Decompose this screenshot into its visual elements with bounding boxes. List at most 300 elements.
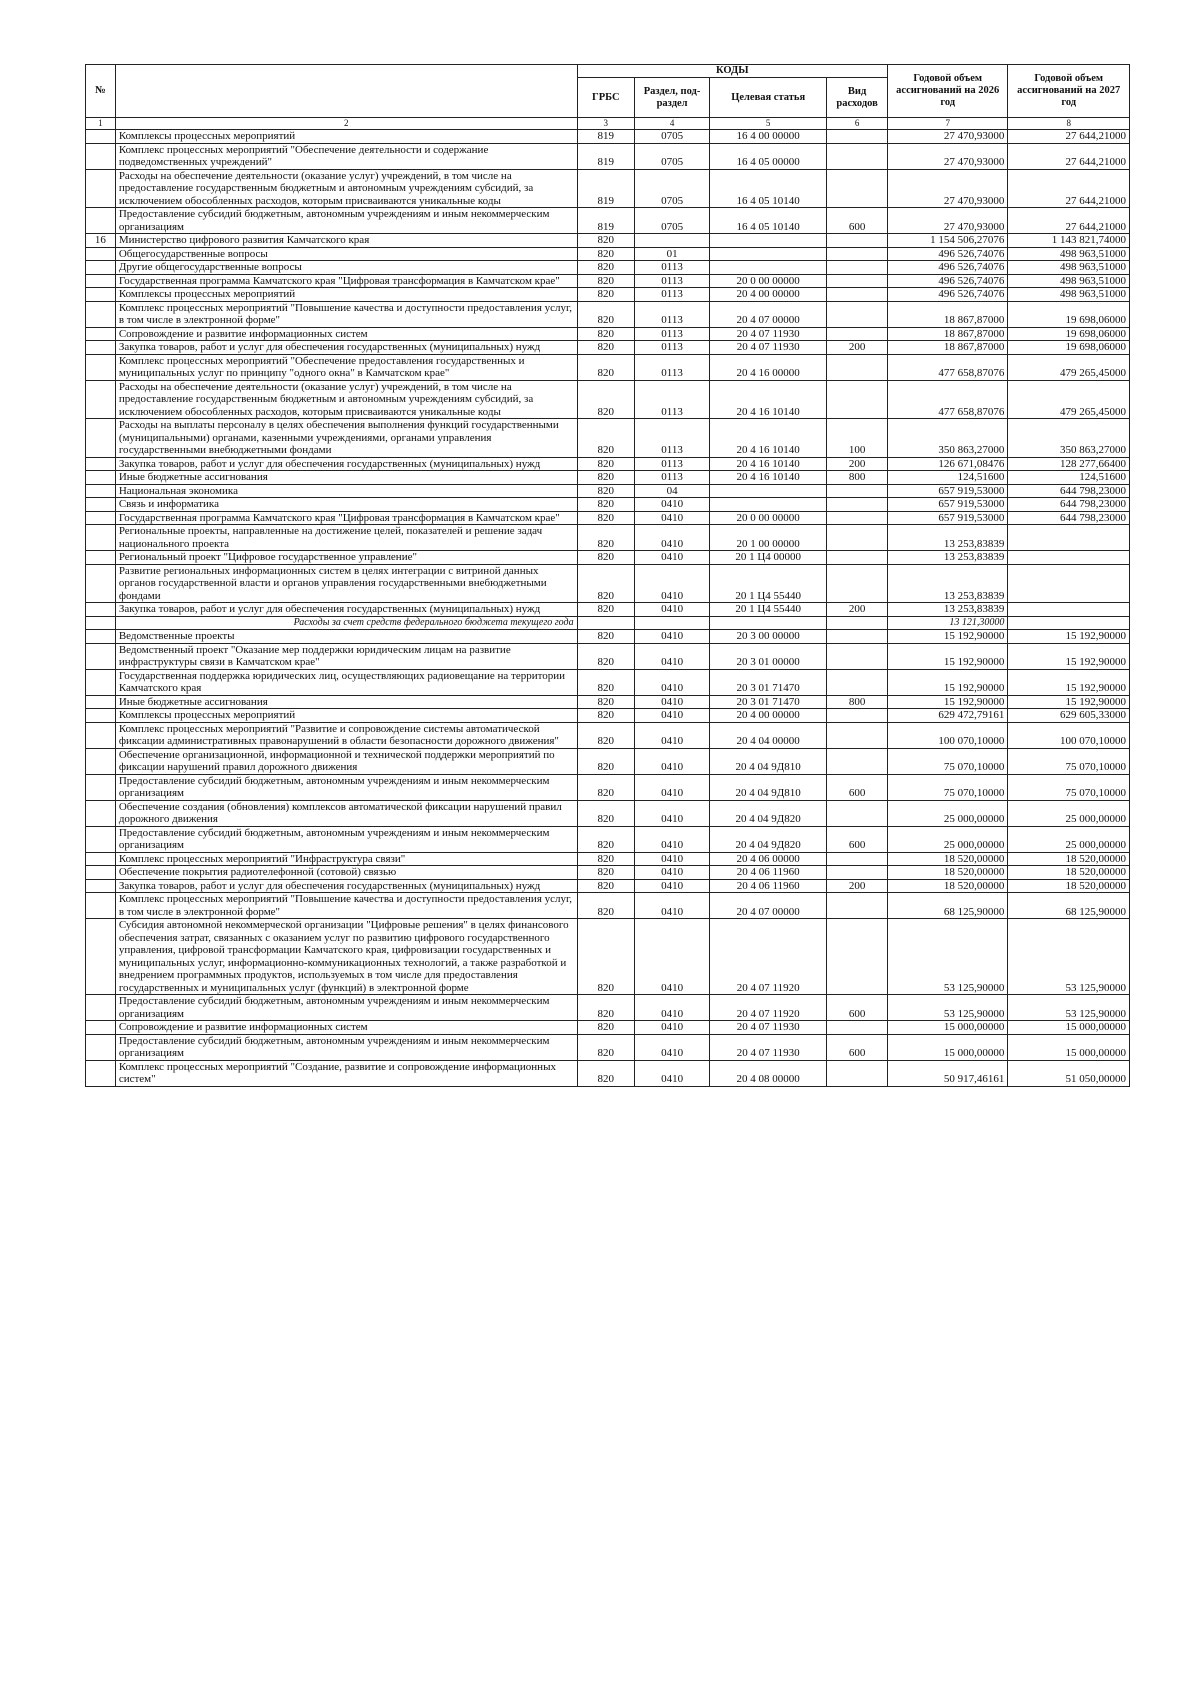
table-row bbox=[86, 130, 1130, 144]
row-celevaya-statya: 20 4 04 9Д810 bbox=[710, 774, 827, 800]
row-number bbox=[86, 852, 116, 866]
row-name: Министерство цифрового развития Камчатского края bbox=[115, 234, 577, 248]
row-grbs: 820 bbox=[577, 341, 634, 355]
row-amount-2026: 496 526,74076 bbox=[888, 247, 1008, 261]
row-vid-rashodov bbox=[827, 525, 888, 551]
row-number bbox=[86, 695, 116, 709]
row-razdel: 0410 bbox=[635, 919, 710, 995]
row-number bbox=[86, 564, 116, 603]
row-vid-rashodov: 800 bbox=[827, 695, 888, 709]
row-name: Ведомственные проекты bbox=[115, 630, 577, 644]
row-grbs: 820 bbox=[577, 852, 634, 866]
row-amount-2027: 15 192,90000 bbox=[1008, 630, 1130, 644]
row-number bbox=[86, 525, 116, 551]
row-amount-2027: 27 644,21000 bbox=[1008, 169, 1130, 208]
row-number bbox=[86, 1021, 116, 1035]
row-name: Предоставление субсидий бюджетным, автономным учреждениям и иным некоммерческим организациям bbox=[115, 826, 577, 852]
row-grbs: 820 bbox=[577, 354, 634, 380]
row-razdel: 0410 bbox=[635, 525, 710, 551]
row-amount-2027: 15 192,90000 bbox=[1008, 695, 1130, 709]
row-amount-2026: 25 000,00000 bbox=[888, 826, 1008, 852]
row-grbs: 820 bbox=[577, 748, 634, 774]
row-number bbox=[86, 866, 116, 880]
row-number bbox=[86, 457, 116, 471]
row-number bbox=[86, 551, 116, 565]
row-amount-2026: 68 125,90000 bbox=[888, 893, 1008, 919]
row-vid-rashodov bbox=[827, 484, 888, 498]
row-vid-rashodov bbox=[827, 709, 888, 723]
row-number bbox=[86, 1060, 116, 1086]
table-row bbox=[86, 288, 1130, 302]
row-name: Обеспечение создания (обновления) комплексов автоматической фиксации нарушений правил дорожного движения bbox=[115, 800, 577, 826]
row-name: Иные бюджетные ассигнования bbox=[115, 695, 577, 709]
row-grbs: 820 bbox=[577, 525, 634, 551]
row-celevaya-statya: 20 0 00 00000 bbox=[710, 274, 827, 288]
row-celevaya-statya: 16 4 05 10140 bbox=[710, 208, 827, 234]
row-amount-2027: 498 963,51000 bbox=[1008, 261, 1130, 275]
header-2026: Годовой объем ассигнований на 2026 год bbox=[888, 65, 1008, 118]
row-vid-rashodov: 200 bbox=[827, 603, 888, 617]
row-razdel: 0410 bbox=[635, 551, 710, 565]
row-razdel: 0113 bbox=[635, 274, 710, 288]
row-vid-rashodov bbox=[827, 511, 888, 525]
row-vid-rashodov: 600 bbox=[827, 208, 888, 234]
row-amount-2027: 15 000,00000 bbox=[1008, 1021, 1130, 1035]
row-name: Предоставление субсидий бюджетным, автономным учреждениям и иным некоммерческим организациям bbox=[115, 208, 577, 234]
row-amount-2026: 496 526,74076 bbox=[888, 288, 1008, 302]
row-razdel: 0113 bbox=[635, 471, 710, 485]
row-amount-2026: 50 917,46161 bbox=[888, 1060, 1008, 1086]
row-grbs: 820 bbox=[577, 564, 634, 603]
row-number bbox=[86, 354, 116, 380]
row-name: Предоставление субсидий бюджетным, автономным учреждениям и иным некоммерческим организациям bbox=[115, 774, 577, 800]
row-celevaya-statya: 20 3 01 00000 bbox=[710, 643, 827, 669]
row-name: Расходы на обеспечение деятельности (оказание услуг) учреждений, в том числе на предоставление государственным бюджетным и автономным учреждениям субсидий, за исключением обособленных расходов, которым присваиваются уникальные коды bbox=[115, 380, 577, 419]
row-celevaya-statya bbox=[710, 498, 827, 512]
row-celevaya-statya: 20 4 16 00000 bbox=[710, 354, 827, 380]
row-celevaya-statya: 20 4 07 11930 bbox=[710, 1034, 827, 1060]
row-vid-rashodov bbox=[827, 380, 888, 419]
table-row bbox=[86, 380, 1130, 419]
row-amount-2026: 350 863,27000 bbox=[888, 419, 1008, 458]
row-amount-2027: 629 605,33000 bbox=[1008, 709, 1130, 723]
table-row bbox=[86, 564, 1130, 603]
row-amount-2027: 128 277,66400 bbox=[1008, 457, 1130, 471]
row-grbs: 820 bbox=[577, 551, 634, 565]
row-razdel: 0410 bbox=[635, 893, 710, 919]
row-grbs: 820 bbox=[577, 327, 634, 341]
row-celevaya-statya: 16 4 05 10140 bbox=[710, 169, 827, 208]
row-vid-rashodov bbox=[827, 354, 888, 380]
row-number bbox=[86, 616, 116, 630]
row-vid-rashodov bbox=[827, 551, 888, 565]
row-razdel bbox=[635, 616, 710, 630]
row-celevaya-statya bbox=[710, 247, 827, 261]
row-amount-2027 bbox=[1008, 616, 1130, 630]
row-razdel: 0705 bbox=[635, 130, 710, 144]
row-amount-2027: 27 644,21000 bbox=[1008, 208, 1130, 234]
row-vid-rashodov bbox=[827, 669, 888, 695]
row-number bbox=[86, 288, 116, 302]
table-row bbox=[86, 774, 1130, 800]
column-index: 7 bbox=[888, 118, 1008, 130]
row-name: Общегосударственные вопросы bbox=[115, 247, 577, 261]
table-row bbox=[86, 261, 1130, 275]
row-vid-rashodov bbox=[827, 288, 888, 302]
row-amount-2027: 18 520,00000 bbox=[1008, 852, 1130, 866]
row-grbs: 819 bbox=[577, 130, 634, 144]
row-amount-2026: 27 470,93000 bbox=[888, 130, 1008, 144]
row-name: Региональные проекты, направленные на достижение целей, показателей и решение задач национального проекта bbox=[115, 525, 577, 551]
row-amount-2026: 18 867,87000 bbox=[888, 327, 1008, 341]
row-name: Субсидия автономной некоммерческой организации "Цифровые решения" в целях финансового обеспечения затрат, связанных с оказанием услуг по развитию цифрового государственного управления, цифровой трансформации Камчатского края, цифровизации государственных и муниципальных услуг, информационно-коммуникационных технологий, а также разработкой и внедрением программных продуктов, используемых в том числе для предоставления государственных и муниципальных услуг (функций) в электронной форме bbox=[115, 919, 577, 995]
row-vid-rashodov bbox=[827, 301, 888, 327]
row-celevaya-statya: 20 4 04 9Д810 bbox=[710, 748, 827, 774]
row-vid-rashodov bbox=[827, 800, 888, 826]
row-name: Региональный проект "Цифровое государственное управление" bbox=[115, 551, 577, 565]
table-row bbox=[86, 169, 1130, 208]
row-name: Государственная программа Камчатского края "Цифровая трансформация в Камчатском крае" bbox=[115, 274, 577, 288]
row-amount-2027: 27 644,21000 bbox=[1008, 143, 1130, 169]
row-razdel: 0113 bbox=[635, 341, 710, 355]
table-row bbox=[86, 630, 1130, 644]
table-row bbox=[86, 551, 1130, 565]
row-amount-2026: 657 919,53000 bbox=[888, 498, 1008, 512]
column-index: 2 bbox=[115, 118, 577, 130]
row-vid-rashodov: 800 bbox=[827, 471, 888, 485]
row-amount-2027: 19 698,06000 bbox=[1008, 341, 1130, 355]
row-amount-2027: 25 000,00000 bbox=[1008, 800, 1130, 826]
row-grbs: 820 bbox=[577, 893, 634, 919]
row-amount-2026: 13 253,83839 bbox=[888, 603, 1008, 617]
row-amount-2027 bbox=[1008, 525, 1130, 551]
table-row bbox=[86, 1021, 1130, 1035]
row-celevaya-statya bbox=[710, 261, 827, 275]
row-celevaya-statya: 20 4 16 10140 bbox=[710, 457, 827, 471]
table-row bbox=[86, 274, 1130, 288]
row-grbs: 820 bbox=[577, 498, 634, 512]
row-amount-2026: 629 472,79161 bbox=[888, 709, 1008, 723]
header-grbs: ГРБС bbox=[577, 78, 634, 118]
row-amount-2026: 496 526,74076 bbox=[888, 274, 1008, 288]
row-number bbox=[86, 643, 116, 669]
row-amount-2026: 27 470,93000 bbox=[888, 143, 1008, 169]
row-name: Комплекс процессных мероприятий "Обеспечение предоставления государственных и муниципальных услуг по принципу "одного окна" в Камчатском крае" bbox=[115, 354, 577, 380]
row-celevaya-statya: 20 4 16 10140 bbox=[710, 419, 827, 458]
row-celevaya-statya: 20 4 07 11930 bbox=[710, 1021, 827, 1035]
row-number bbox=[86, 995, 116, 1021]
row-celevaya-statya bbox=[710, 234, 827, 248]
row-razdel: 0410 bbox=[635, 1060, 710, 1086]
row-celevaya-statya: 20 4 04 9Д820 bbox=[710, 800, 827, 826]
table-row bbox=[86, 457, 1130, 471]
row-name: Связь и информатика bbox=[115, 498, 577, 512]
row-razdel: 0410 bbox=[635, 774, 710, 800]
row-amount-2026: 1 154 506,27076 bbox=[888, 234, 1008, 248]
row-amount-2026: 53 125,90000 bbox=[888, 919, 1008, 995]
row-celevaya-statya: 20 3 00 00000 bbox=[710, 630, 827, 644]
row-razdel: 0410 bbox=[635, 995, 710, 1021]
row-name: Расходы на обеспечение деятельности (оказание услуг) учреждений, в том числе на предоставление государственным бюджетным и автономным учреждениям субсидий, за исключением обособленных расходов, которым присваиваются уникальные коды bbox=[115, 169, 577, 208]
row-amount-2027: 479 265,45000 bbox=[1008, 380, 1130, 419]
row-vid-rashodov bbox=[827, 169, 888, 208]
row-razdel: 0705 bbox=[635, 169, 710, 208]
table-row bbox=[86, 471, 1130, 485]
table-row bbox=[86, 709, 1130, 723]
row-celevaya-statya: 20 4 06 11960 bbox=[710, 879, 827, 893]
row-name: Обеспечение покрытия радиотелефонной (сотовой) связью bbox=[115, 866, 577, 880]
row-amount-2026: 18 867,87000 bbox=[888, 301, 1008, 327]
row-amount-2027: 75 070,10000 bbox=[1008, 774, 1130, 800]
row-amount-2026: 18 867,87000 bbox=[888, 341, 1008, 355]
row-vid-rashodov bbox=[827, 234, 888, 248]
row-amount-2026: 15 192,90000 bbox=[888, 643, 1008, 669]
row-name: Государственная поддержка юридических лиц, осуществляющих радиовещание на территории Камчатского края bbox=[115, 669, 577, 695]
row-amount-2027: 498 963,51000 bbox=[1008, 288, 1130, 302]
row-name: Предоставление субсидий бюджетным, автономным учреждениям и иным некоммерческим организациям bbox=[115, 1034, 577, 1060]
row-name: Комплекс процессных мероприятий "Повышение качества и доступности предоставления услуг, в том числе в электронной форме" bbox=[115, 893, 577, 919]
row-vid-rashodov: 600 bbox=[827, 774, 888, 800]
row-grbs: 820 bbox=[577, 826, 634, 852]
row-razdel: 0113 bbox=[635, 327, 710, 341]
row-razdel bbox=[635, 234, 710, 248]
row-amount-2026: 13 253,83839 bbox=[888, 551, 1008, 565]
row-name: Комплекс процессных мероприятий "Инфраструктура связи" bbox=[115, 852, 577, 866]
row-amount-2027: 18 520,00000 bbox=[1008, 866, 1130, 880]
row-amount-2026: 75 070,10000 bbox=[888, 774, 1008, 800]
column-index: 3 bbox=[577, 118, 634, 130]
row-vid-rashodov bbox=[827, 1021, 888, 1035]
row-razdel: 0410 bbox=[635, 709, 710, 723]
row-grbs: 820 bbox=[577, 380, 634, 419]
row-razdel: 0113 bbox=[635, 380, 710, 419]
column-index-row bbox=[86, 118, 1130, 130]
table-row bbox=[86, 826, 1130, 852]
row-number bbox=[86, 419, 116, 458]
row-razdel: 04 bbox=[635, 484, 710, 498]
row-amount-2026: 124,51600 bbox=[888, 471, 1008, 485]
table-row bbox=[86, 498, 1130, 512]
row-celevaya-statya: 20 4 04 9Д820 bbox=[710, 826, 827, 852]
row-name: Комплекс процессных мероприятий "Повышение качества и доступности предоставления услуг, в том числе в электронной форме" bbox=[115, 301, 577, 327]
row-grbs: 820 bbox=[577, 879, 634, 893]
row-vid-rashodov bbox=[827, 643, 888, 669]
row-amount-2026: 15 000,00000 bbox=[888, 1021, 1008, 1035]
row-name: Предоставление субсидий бюджетным, автономным учреждениям и иным некоммерческим организациям bbox=[115, 995, 577, 1021]
row-celevaya-statya: 20 1 Ц4 00000 bbox=[710, 551, 827, 565]
header-no: № bbox=[86, 65, 116, 118]
row-celevaya-statya: 20 4 07 11920 bbox=[710, 995, 827, 1021]
row-celevaya-statya bbox=[710, 616, 827, 630]
row-name: Закупка товаров, работ и услуг для обеспечения государственных (муниципальных) нужд bbox=[115, 457, 577, 471]
header-vid: Вид расходов bbox=[827, 78, 888, 118]
table-row bbox=[86, 354, 1130, 380]
row-celevaya-statya: 16 4 05 00000 bbox=[710, 143, 827, 169]
row-number bbox=[86, 143, 116, 169]
table-row bbox=[86, 247, 1130, 261]
header-name bbox=[115, 65, 577, 118]
header-cel: Целевая статья bbox=[710, 78, 827, 118]
row-name: Комплексы процессных мероприятий bbox=[115, 709, 577, 723]
row-name: Обеспечение организационной, информационной и технической поддержки мероприятий по фиксации нарушений правил дорожного движения bbox=[115, 748, 577, 774]
row-number bbox=[86, 484, 116, 498]
table-row bbox=[86, 800, 1130, 826]
row-name: Закупка товаров, работ и услуг для обеспечения государственных (муниципальных) нужд bbox=[115, 603, 577, 617]
row-amount-2026: 27 470,93000 bbox=[888, 208, 1008, 234]
row-vid-rashodov bbox=[827, 616, 888, 630]
table-row bbox=[86, 879, 1130, 893]
row-number bbox=[86, 208, 116, 234]
row-name: Сопровождение и развитие информационных систем bbox=[115, 327, 577, 341]
row-amount-2027: 15 192,90000 bbox=[1008, 643, 1130, 669]
row-razdel: 0410 bbox=[635, 643, 710, 669]
row-grbs: 820 bbox=[577, 301, 634, 327]
row-celevaya-statya: 20 4 00 00000 bbox=[710, 288, 827, 302]
row-grbs: 820 bbox=[577, 866, 634, 880]
row-vid-rashodov: 200 bbox=[827, 341, 888, 355]
row-amount-2027: 350 863,27000 bbox=[1008, 419, 1130, 458]
row-vid-rashodov bbox=[827, 261, 888, 275]
row-celevaya-statya: 20 1 Ц4 55440 bbox=[710, 603, 827, 617]
row-vid-rashodov bbox=[827, 327, 888, 341]
row-celevaya-statya: 20 0 00 00000 bbox=[710, 511, 827, 525]
table-row bbox=[86, 1034, 1130, 1060]
row-vid-rashodov: 100 bbox=[827, 419, 888, 458]
row-vid-rashodov: 600 bbox=[827, 995, 888, 1021]
table-row bbox=[86, 866, 1130, 880]
row-amount-2026: 496 526,74076 bbox=[888, 261, 1008, 275]
row-grbs: 820 bbox=[577, 1034, 634, 1060]
row-razdel: 0410 bbox=[635, 722, 710, 748]
row-grbs: 820 bbox=[577, 288, 634, 302]
row-name: Сопровождение и развитие информационных систем bbox=[115, 1021, 577, 1035]
row-number bbox=[86, 1034, 116, 1060]
row-name: Расходы на выплаты персоналу в целях обеспечения выполнения функций государственными (муниципальными) органами, казенными учреждениями, органами управления государственными внебюджетными фондами bbox=[115, 419, 577, 458]
row-amount-2027: 68 125,90000 bbox=[1008, 893, 1130, 919]
row-vid-rashodov bbox=[827, 866, 888, 880]
header-razdel: Раздел, под-раздел bbox=[635, 78, 710, 118]
row-number bbox=[86, 630, 116, 644]
row-name: Расходы за счет средств федерального бюджета текущего года bbox=[115, 616, 577, 630]
row-amount-2026: 13 253,83839 bbox=[888, 525, 1008, 551]
row-vid-rashodov bbox=[827, 630, 888, 644]
row-amount-2027 bbox=[1008, 603, 1130, 617]
row-amount-2027: 19 698,06000 bbox=[1008, 301, 1130, 327]
table-row bbox=[86, 234, 1130, 248]
row-grbs: 819 bbox=[577, 143, 634, 169]
row-razdel: 0113 bbox=[635, 354, 710, 380]
row-vid-rashodov bbox=[827, 722, 888, 748]
row-razdel: 0410 bbox=[635, 879, 710, 893]
row-vid-rashodov bbox=[827, 274, 888, 288]
row-number bbox=[86, 327, 116, 341]
row-razdel: 0410 bbox=[635, 695, 710, 709]
column-index: 4 bbox=[635, 118, 710, 130]
table-row bbox=[86, 748, 1130, 774]
row-number bbox=[86, 893, 116, 919]
row-amount-2026: 100 070,10000 bbox=[888, 722, 1008, 748]
row-amount-2027: 15 000,00000 bbox=[1008, 1034, 1130, 1060]
row-number bbox=[86, 709, 116, 723]
row-amount-2026: 53 125,90000 bbox=[888, 995, 1008, 1021]
row-grbs: 820 bbox=[577, 457, 634, 471]
budget-table bbox=[85, 64, 1130, 1087]
row-vid-rashodov bbox=[827, 130, 888, 144]
row-amount-2026: 13 121,30000 bbox=[888, 616, 1008, 630]
row-celevaya-statya: 20 1 Ц4 55440 bbox=[710, 564, 827, 603]
row-razdel: 0410 bbox=[635, 630, 710, 644]
row-number bbox=[86, 603, 116, 617]
row-grbs: 820 bbox=[577, 709, 634, 723]
row-grbs: 820 bbox=[577, 1021, 634, 1035]
table-body bbox=[86, 130, 1130, 1087]
row-razdel: 0410 bbox=[635, 498, 710, 512]
row-amount-2027: 498 963,51000 bbox=[1008, 247, 1130, 261]
row-grbs: 820 bbox=[577, 643, 634, 669]
row-celevaya-statya: 20 4 16 10140 bbox=[710, 471, 827, 485]
row-vid-rashodov bbox=[827, 852, 888, 866]
column-index: 1 bbox=[86, 118, 116, 130]
row-celevaya-statya: 20 4 07 11920 bbox=[710, 919, 827, 995]
row-grbs: 820 bbox=[577, 630, 634, 644]
row-celevaya-statya: 20 3 01 71470 bbox=[710, 695, 827, 709]
row-number: 16 bbox=[86, 234, 116, 248]
table-row bbox=[86, 603, 1130, 617]
row-amount-2027: 498 963,51000 bbox=[1008, 274, 1130, 288]
row-number bbox=[86, 669, 116, 695]
row-amount-2026: 25 000,00000 bbox=[888, 800, 1008, 826]
table-row bbox=[86, 852, 1130, 866]
row-vid-rashodov bbox=[827, 247, 888, 261]
table-row bbox=[86, 893, 1130, 919]
row-name: Государственная программа Камчатского края "Цифровая трансформация в Камчатском крае" bbox=[115, 511, 577, 525]
table-row bbox=[86, 722, 1130, 748]
row-amount-2027: 15 192,90000 bbox=[1008, 669, 1130, 695]
row-razdel: 0410 bbox=[635, 800, 710, 826]
row-amount-2027: 644 798,23000 bbox=[1008, 511, 1130, 525]
row-celevaya-statya: 20 4 07 11930 bbox=[710, 341, 827, 355]
row-name: Иные бюджетные ассигнования bbox=[115, 471, 577, 485]
row-number bbox=[86, 800, 116, 826]
row-name: Комплексы процессных мероприятий bbox=[115, 288, 577, 302]
table-row bbox=[86, 301, 1130, 327]
row-name: Другие общегосударственные вопросы bbox=[115, 261, 577, 275]
row-name: Комплекс процессных мероприятий "Обеспечение деятельности и содержание подведомственных учреждений" bbox=[115, 143, 577, 169]
row-grbs: 820 bbox=[577, 919, 634, 995]
row-celevaya-statya: 20 4 16 10140 bbox=[710, 380, 827, 419]
row-celevaya-statya: 20 4 04 00000 bbox=[710, 722, 827, 748]
row-grbs bbox=[577, 616, 634, 630]
row-celevaya-statya: 20 1 00 00000 bbox=[710, 525, 827, 551]
row-amount-2027 bbox=[1008, 551, 1130, 565]
row-grbs: 820 bbox=[577, 247, 634, 261]
row-amount-2026: 657 919,53000 bbox=[888, 511, 1008, 525]
row-grbs: 820 bbox=[577, 995, 634, 1021]
row-celevaya-statya: 20 4 08 00000 bbox=[710, 1060, 827, 1086]
row-amount-2027 bbox=[1008, 564, 1130, 603]
row-grbs: 820 bbox=[577, 774, 634, 800]
row-grbs: 820 bbox=[577, 695, 634, 709]
column-index: 6 bbox=[827, 118, 888, 130]
table-row bbox=[86, 143, 1130, 169]
row-amount-2027: 27 644,21000 bbox=[1008, 130, 1130, 144]
row-amount-2026: 15 192,90000 bbox=[888, 695, 1008, 709]
row-celevaya-statya: 20 4 00 00000 bbox=[710, 709, 827, 723]
row-amount-2027: 18 520,00000 bbox=[1008, 879, 1130, 893]
row-amount-2026: 75 070,10000 bbox=[888, 748, 1008, 774]
row-amount-2026: 15 192,90000 bbox=[888, 669, 1008, 695]
row-number bbox=[86, 879, 116, 893]
